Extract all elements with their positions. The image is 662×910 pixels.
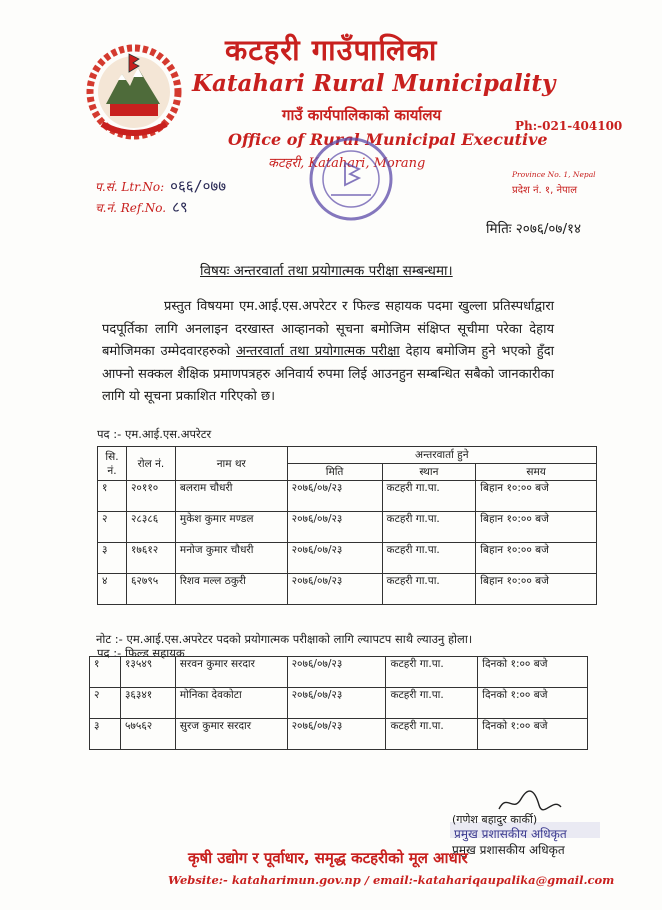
cell-roll: १७६१२ bbox=[126, 543, 175, 574]
header-name: नाम थर bbox=[175, 447, 287, 481]
signatory-title: प्रमुख प्रशासकीय अधिकृत bbox=[452, 843, 565, 857]
notice-body-part2: देहाय बमोजिम हुने भएको हुँदा आफ्नो सक्कल शैक्षिक प्रमाणपत्रहरु अनिवार्य रुपमा लिई आउनहुन सम्बन्धित सबैको जानकारीका लागि यो सूचना प्रकाशित गरिएको छ। bbox=[102, 344, 554, 404]
cell-place: कटहरी गा.पा. bbox=[382, 574, 476, 605]
reference-number-value: ८९ bbox=[172, 198, 188, 216]
cell-name: मुकेश कुमार मण्डल bbox=[175, 512, 287, 543]
table-row bbox=[98, 512, 597, 543]
header-serial: सि. नं. bbox=[98, 447, 127, 481]
cell-serial: ३ bbox=[98, 543, 127, 574]
cell-date: २०७६/०७/२३ bbox=[287, 688, 386, 719]
office-name-english: Office of Rural Municipal Executive bbox=[228, 130, 548, 149]
laptop-note: नोट :- एम.आई.एस.अपरेटर पदको प्रयोगात्मक परीक्षाको लागि ल्यापटप साथै ल्याउनु होला। bbox=[96, 632, 473, 646]
cell-roll: २८३८६ bbox=[126, 512, 175, 543]
cell-place: कटहरी गा.पा. bbox=[382, 543, 476, 574]
municipality-name-nepali: कटहरी गाउँपालिका bbox=[225, 33, 438, 67]
footer-slogan: कृषी उद्योग र पूर्वाधार, समृद्ध कटहरीको मूल आधार bbox=[188, 849, 468, 867]
table-row bbox=[98, 481, 597, 512]
cell-roll: ६२७९५ bbox=[126, 574, 175, 605]
cell-time: बिहान १०:०० बजे bbox=[476, 481, 597, 512]
cell-roll: ३६३४१ bbox=[120, 688, 175, 719]
signatory-stamp-title: प्रमुख प्रशासकीय अधिकृत bbox=[454, 827, 567, 841]
footer-contact: Website:- kataharimun.gov.np / email:-katahariqaupalika@gmail.com bbox=[168, 873, 615, 887]
cell-date: २०७६/०७/२३ bbox=[287, 657, 386, 688]
table-row bbox=[98, 543, 597, 574]
cell-place: कटहरी गा.पा. bbox=[382, 512, 476, 543]
document-date: मितिः २०७६/०७/१४ bbox=[486, 221, 582, 237]
cell-serial: २ bbox=[90, 688, 121, 719]
header-interview: अन्तरवार्ता हुने bbox=[287, 447, 596, 464]
signatory-name: (गणेश बहादुर कार्की) bbox=[452, 813, 538, 826]
cell-name: सुरज कुमार सरदार bbox=[175, 719, 287, 750]
cell-date: २०७६/०७/२३ bbox=[287, 574, 382, 605]
cell-place: कटहरी गा.पा. bbox=[386, 657, 478, 688]
letter-number-label: प.सं. Ltr.No: bbox=[95, 180, 165, 194]
notice-body bbox=[102, 296, 554, 409]
province-nepali: प्रदेश नं. १, नेपाल bbox=[512, 185, 578, 196]
address: कटहरी, Katahari, Morang bbox=[268, 156, 426, 171]
cell-date: २०७६/०७/२३ bbox=[287, 481, 382, 512]
cell-time: बिहान १०:०० बजे bbox=[476, 574, 597, 605]
header-time: समय bbox=[476, 464, 597, 481]
cell-time: दिनको १:०० बजे bbox=[478, 657, 588, 688]
cell-name: मनोज कुमार चौधरी bbox=[175, 543, 287, 574]
cell-time: बिहान १०:०० बजे bbox=[476, 543, 597, 574]
cell-date: २०७६/०७/२३ bbox=[287, 719, 386, 750]
cell-date: २०७६/०७/२३ bbox=[287, 543, 382, 574]
cell-date: २०७६/०७/२३ bbox=[287, 512, 382, 543]
subject-line: विषयः अन्तरवार्ता तथा प्रयोगात्मक परीक्षा सम्बन्धमा। bbox=[200, 263, 453, 279]
cell-serial: १ bbox=[90, 657, 121, 688]
cell-roll: ५७५६२ bbox=[120, 719, 175, 750]
cell-place: कटहरी गा.पा. bbox=[382, 481, 476, 512]
province-english: Province No. 1, Nepal bbox=[512, 170, 596, 179]
header-place: स्थान bbox=[382, 464, 476, 481]
office-round-stamp-icon bbox=[305, 133, 397, 225]
post-label-mis-operator: पद :- एम.आई.एस.अपरेटर bbox=[97, 427, 212, 441]
letter-number bbox=[95, 176, 226, 196]
office-name-nepali: गाउँ कार्यपालिकाको कार्यालय bbox=[282, 106, 442, 124]
table-row bbox=[90, 688, 588, 719]
cell-roll: २०११० bbox=[126, 481, 175, 512]
cell-serial: ३ bbox=[90, 719, 121, 750]
municipality-name-english: Katahari Rural Municipality bbox=[192, 70, 556, 97]
cell-name: मोनिका देवकोटा bbox=[175, 688, 287, 719]
header-date: मिति bbox=[287, 464, 382, 481]
cell-name: बलराम चौधरी bbox=[175, 481, 287, 512]
cell-name: सरवन कुमार सरदार bbox=[175, 657, 287, 688]
table-row bbox=[90, 657, 588, 688]
cell-time: बिहान १०:०० बजे bbox=[476, 512, 597, 543]
cell-name: रिशव मल्ल ठकुरी bbox=[175, 574, 287, 605]
nepal-emblem-icon bbox=[80, 42, 188, 142]
phone-number: Ph:-021-404100 bbox=[515, 119, 623, 133]
cell-time: दिनको १:०० बजे bbox=[478, 719, 588, 750]
reference-number bbox=[95, 197, 188, 217]
field-assistant-table bbox=[89, 656, 588, 750]
cell-time: दिनको १:०० बजे bbox=[478, 688, 588, 719]
table-row bbox=[98, 574, 597, 605]
cell-serial: ४ bbox=[98, 574, 127, 605]
table-header-row bbox=[98, 447, 597, 464]
notice-body-underlined: अन्तरवार्ता तथा प्रयोगात्मक परीक्षा bbox=[236, 344, 400, 359]
cell-serial: २ bbox=[98, 512, 127, 543]
cell-serial: १ bbox=[98, 481, 127, 512]
notice-body-part1: प्रस्तुत विषयमा एम.आई.एस.अपरेटर र फिल्ड सहायक पदमा खुल्ला प्रतिस्पर्धाद्वारा पदपूर्तिका लागि अनलाइन दरखास्त आव्हानको सूचना बमोजिम संक्षिप्त सूचीमा परेका देहाय बमोजिमका उम्मेदवारहरुको bbox=[102, 299, 554, 359]
reference-number-label: च.नं. Ref.No. bbox=[95, 201, 167, 215]
post-label-field-assistant: पद :- फिल्ड सहायक bbox=[97, 646, 185, 660]
cell-place: कटहरी गा.पा. bbox=[386, 719, 478, 750]
mis-operator-table bbox=[97, 446, 597, 605]
cell-place: कटहरी गा.पा. bbox=[386, 688, 478, 719]
table-row bbox=[90, 719, 588, 750]
cell-roll: १३५४९ bbox=[120, 657, 175, 688]
header-roll: रोल नं. bbox=[126, 447, 175, 481]
letter-number-value: ०६६/०७७ bbox=[170, 177, 227, 195]
